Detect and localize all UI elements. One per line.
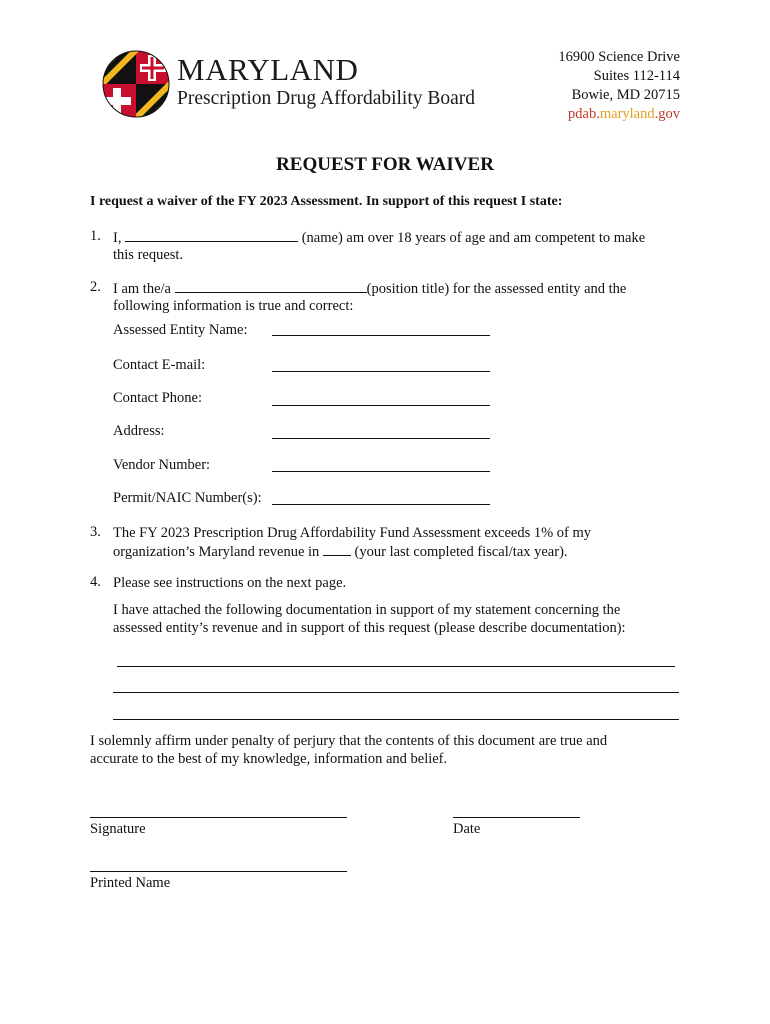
date-label: Date — [453, 821, 481, 837]
printed-name-field[interactable] — [90, 871, 347, 872]
name-blank[interactable] — [125, 228, 298, 242]
documentation-line-3[interactable] — [113, 719, 679, 720]
documentation-line-1[interactable] — [117, 666, 675, 667]
position-title-blank[interactable] — [175, 279, 367, 293]
item-2-post: (position title) for the assessed entity and the — [366, 281, 627, 297]
date-field[interactable] — [453, 817, 580, 818]
item-4-line2: I have attached the following documentation in support of my statement concerning the — [113, 602, 621, 618]
website-mid: maryland — [599, 106, 655, 122]
item-3-number: 3. — [90, 524, 101, 540]
entity-name-label: Assessed Entity Name: — [113, 322, 248, 338]
item-2-cont: following information is true and correct: — [113, 298, 354, 314]
address-field[interactable] — [272, 438, 490, 439]
website-post: .gov — [654, 106, 680, 122]
year-blank[interactable] — [323, 542, 351, 556]
documentation-line-2[interactable] — [113, 692, 679, 693]
item-2-text — [113, 279, 626, 298]
entity-name-field[interactable] — [272, 335, 490, 336]
printed-name-label: Printed Name — [90, 875, 171, 891]
address-block — [558, 48, 680, 124]
item-1-cont: this request. — [113, 247, 184, 263]
address-line2: Suites 112-114 — [593, 68, 680, 84]
org-name: MARYLAND — [177, 52, 359, 87]
item-3-line1: The FY 2023 Prescription Drug Affordability Fund Assessment exceeds 1% of my — [113, 525, 592, 541]
email-label: Contact E-mail: — [113, 357, 206, 373]
item-4-line3: assessed entity’s revenue and in support of this request (please describe documentation): — [113, 620, 626, 636]
vendor-field[interactable] — [272, 471, 490, 472]
vendor-label: Vendor Number: — [113, 457, 211, 473]
item-3-pre: organization’s Maryland revenue in — [113, 544, 320, 560]
item-3-line2 — [113, 542, 568, 561]
item-3-post: (your last completed fiscal/tax year). — [354, 544, 568, 560]
email-field[interactable] — [272, 371, 490, 372]
item-4-number: 4. — [90, 574, 101, 590]
website-link[interactable] — [558, 105, 680, 124]
address-label: Address: — [113, 423, 165, 439]
item-1-text — [113, 228, 645, 247]
document-title: REQUEST FOR WAIVER — [276, 154, 494, 175]
intro-statement: I request a waiver of the FY 2023 Assessment. In support of this request I state: — [90, 194, 563, 209]
signature-field[interactable] — [90, 817, 347, 818]
item-4-line1: Please see instructions on the next page. — [113, 575, 347, 591]
website-pre: pdab. — [568, 106, 600, 122]
phone-field[interactable] — [272, 405, 490, 406]
item-2-pre: I am the/a — [113, 281, 171, 297]
maryland-flag-seal-icon — [102, 50, 170, 118]
org-subtitle: Prescription Drug Affordability Board — [177, 88, 476, 109]
item-2-number: 2. — [90, 279, 101, 295]
affirmation-line1: I solemnly affirm under penalty of perjury that the contents of this document are true and — [90, 733, 608, 749]
permit-field[interactable] — [272, 504, 490, 505]
affirmation-line2: accurate to the best of my knowledge, information and belief. — [90, 751, 448, 767]
item-1-post: (name) am over 18 years of age and am competent to make — [301, 230, 646, 246]
phone-label: Contact Phone: — [113, 390, 203, 406]
address-line1: 16900 Science Drive — [558, 49, 680, 65]
permit-label: Permit/NAIC Number(s): — [113, 490, 262, 506]
address-line3: Bowie, MD 20715 — [571, 87, 680, 103]
signature-label: Signature — [90, 821, 146, 837]
item-1-pre: I, — [113, 230, 122, 246]
item-1-number: 1. — [90, 228, 101, 244]
